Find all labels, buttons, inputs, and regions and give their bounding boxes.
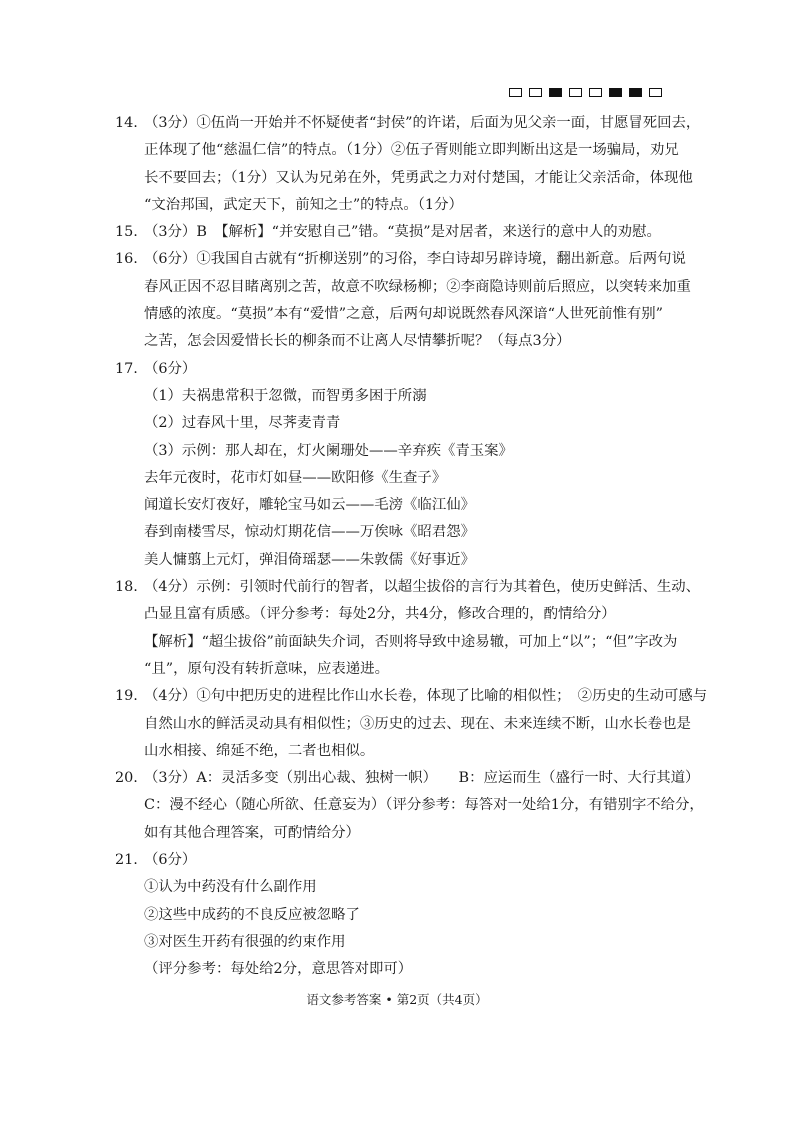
answer-text: ③对医生开药有很强的约束作用: [144, 933, 346, 950]
answer-text: “文治邦国，武定天下，前知之士”的特点。（1分）: [144, 196, 463, 213]
answer-text: 情感的浓度。“莫损”本有“爱惜”之意，后两句却说既然春风深谙“人世死前惟有别”: [144, 306, 664, 323]
answer-text: 正体现了他“慈温仁信”的特点。（1分）②伍子胥则能立即判断出这是一场骗局，劝兄: [144, 142, 679, 159]
answer-line: [115, 137, 679, 164]
answer-line: [115, 110, 701, 137]
answer-text: ①认为中药没有什么副作用: [144, 879, 317, 896]
answer-text: （3分）①伍尚一开始并不怀疑使者“封侯”的许诺，后面为见父亲一面，甘愿冒死回去，: [144, 115, 701, 131]
answer-line: [115, 820, 675, 847]
answer-line: [115, 574, 701, 601]
answer-text: 【解析】“超尘拔俗”前面缺失介词，否则将导致中途易辙，可加上“以”；“但”字改为: [144, 633, 678, 650]
answer-text: 春风正因不忍目睹离别之苦，故意不吹绿杨柳；②李商隐诗则前后照应，以突转来加重: [144, 278, 691, 295]
answer-line: [115, 874, 675, 901]
question-number: 14.: [115, 115, 138, 131]
answer-line: [115, 738, 675, 765]
answer-line: [115, 356, 675, 383]
answer-line: [115, 410, 675, 437]
question-number: 17.: [115, 360, 138, 377]
answer-line: [115, 601, 675, 628]
answer-line: [115, 246, 686, 273]
marker-box: [609, 88, 622, 97]
answer-text: （3分）A：灵活多变（别出心裁、独树一帜） B：应运而生（盛行一时、大行其道）: [144, 770, 700, 787]
answer-line: [115, 956, 675, 983]
marker-box: [509, 88, 522, 97]
answer-line: [115, 465, 675, 492]
answer-text: ②这些中成药的不良反应被忽略了: [144, 906, 360, 923]
answer-text: （1）夫祸患常积于忽微，而智勇多困于所溺: [144, 387, 427, 404]
answer-text: 凸显且富有质感。（评分参考：每处2分，共4分，修改合理的，酌情给分）: [144, 606, 616, 623]
answer-text: （3分）B 【解析】“并安慰自己”错。“莫损”是对居者，来送行的意中人的劝慰。: [144, 224, 661, 241]
answer-line: [115, 519, 675, 546]
answer-line: [115, 629, 678, 656]
answer-text: 如有其他合理答案，可酌情给分）: [144, 824, 360, 841]
answer-line: [115, 547, 675, 574]
marker-box: [629, 88, 642, 97]
answer-line: [115, 711, 691, 738]
answer-line: [115, 219, 675, 246]
question-number: 15.: [115, 224, 138, 241]
page-footer: 语文参考答案 • 第2页（共4页）: [306, 992, 488, 1007]
answer-line: [115, 438, 675, 465]
answer-line: [115, 792, 704, 819]
answer-line: [115, 656, 675, 683]
answer-text: 春到南楼雪尽，惊动灯期花信——万俟咏《昭君怨》: [144, 524, 475, 541]
answer-text: 自然山水的鲜活灵动具有相似性；③历史的过去、现在、未来连续不断，山水长卷也是: [144, 715, 691, 732]
answer-text: （6分）: [144, 852, 197, 869]
answer-line: [115, 274, 691, 301]
answer-key-content: [115, 110, 708, 984]
answer-line: [115, 328, 675, 355]
answer-text: C：漫不经心（随心所欲、任意妄为）（评分参考：每答对一处给1分，有错别字不给分，: [144, 797, 704, 814]
marker-box: [569, 88, 582, 97]
marker-box: [649, 88, 662, 97]
answer-text: 山水相接、绵延不绝，二者也相似。: [144, 742, 375, 759]
answer-text: 长不要回去；（1分）又认为兄弟在外，凭勇武之力对付楚国，才能让父亲活命，体现他: [144, 169, 693, 186]
answer-text: （评分参考：每处给2分，意思答对即可）: [144, 961, 413, 978]
answer-line: [115, 765, 700, 792]
answer-text: “且”，原句没有转折意味，应表递进。: [144, 660, 389, 677]
answer-line: [115, 192, 675, 219]
marker-box: [589, 88, 602, 97]
answer-text: 之苦，怎会因爱惜长长的柳条而不让离人尽情攀折呢？（每点3分）: [144, 333, 571, 350]
answer-text: （3）示例：那人却在，灯火阑珊处——辛弃疾《青玉案》: [144, 442, 513, 459]
answer-text: （2）过春风十里，尽荠麦青青: [144, 415, 341, 432]
answer-line: [115, 301, 675, 328]
answer-line: [115, 902, 675, 929]
page-marker-boxes: [509, 88, 662, 97]
marker-box: [529, 88, 542, 97]
question-number: 19.: [115, 688, 138, 705]
answer-text: （6分）: [144, 360, 197, 377]
answer-text: （4分）示例：引领时代前行的智者，以超尘拔俗的言行为其着色，使历史鲜活、生动、: [144, 579, 701, 596]
answer-line: [115, 929, 675, 956]
answer-text: 美人慵翦上元灯，弹泪倚瑶瑟——朱敦儒《好事近》: [144, 551, 475, 568]
marker-box: [549, 88, 562, 97]
answer-text: 闻道长安灯夜好，雕轮宝马如云——毛滂《临江仙》: [144, 497, 475, 514]
answer-line: [115, 165, 693, 192]
answer-line: [115, 683, 708, 710]
question-number: 18.: [115, 579, 138, 596]
answer-line: [115, 492, 675, 519]
answer-text: （4分）①句中把历史的进程比作山水长卷，体现了比喻的相似性； ②历史的生动可感与: [144, 688, 708, 705]
answer-text: 去年元夜时，花市灯如昼——欧阳修《生查子》: [144, 469, 447, 486]
question-number: 20.: [115, 770, 138, 787]
question-number: 21.: [115, 852, 138, 869]
answer-line: [115, 847, 675, 874]
answer-text: （6分）①我国自古就有“折柳送别”的习俗，李白诗却另辟诗境，翻出新意。后两句说: [144, 251, 686, 268]
question-number: 16.: [115, 251, 138, 268]
answer-line: [115, 383, 675, 410]
